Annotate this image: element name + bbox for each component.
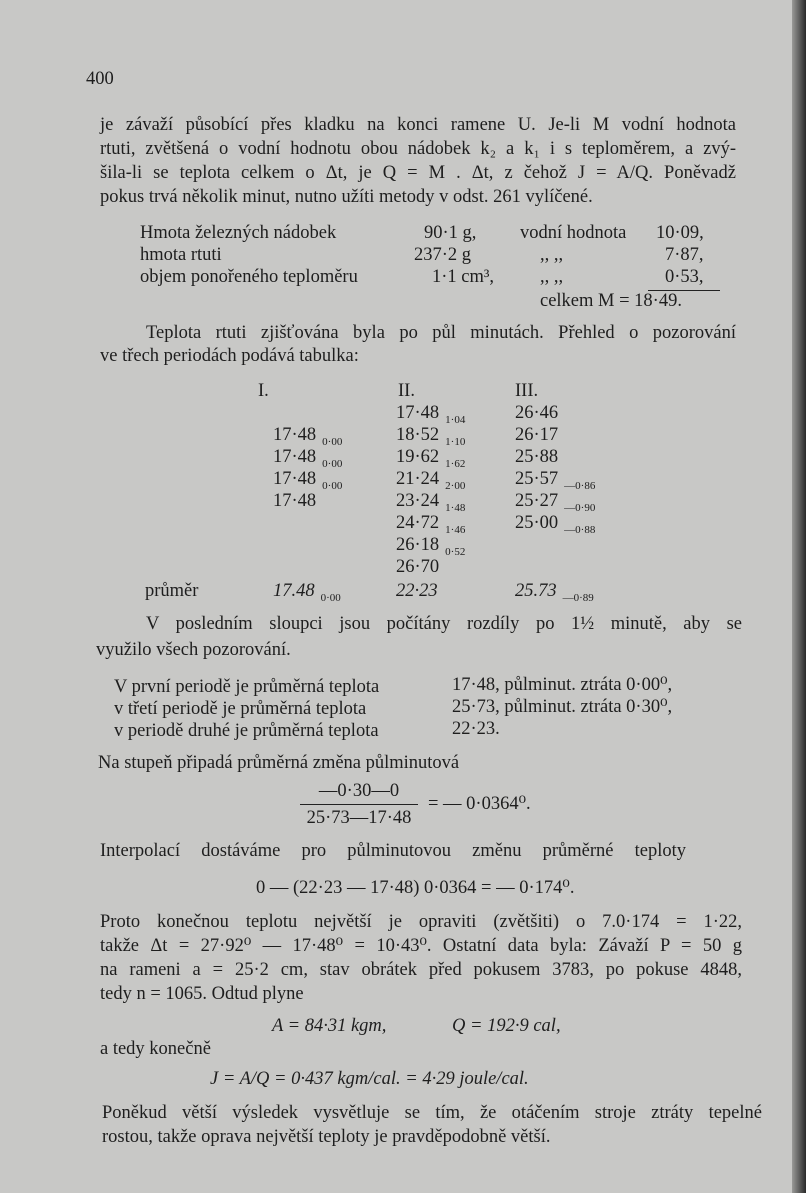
formula-result: J = A/Q = 0·437 kgm/cal. = 4·29 joule/cal.	[210, 1069, 529, 1089]
table-cell	[396, 446, 465, 470]
material-water: 0·53,	[665, 267, 704, 287]
cell-value: 25·88	[515, 447, 559, 467]
cell-value: 26·17	[515, 425, 559, 445]
cell-diff: 1·04	[445, 414, 466, 426]
cell-value: 17·48	[396, 403, 440, 423]
cell-diff: —0·89	[562, 592, 594, 604]
cell-diff: —0·88	[564, 524, 596, 536]
cell-value: 25·57	[515, 469, 559, 489]
formula-work: A = 84·31 kgm,	[272, 1016, 387, 1036]
text-line: Interpolací dostáváme pro půlminutovou změnu průměrné teploty	[100, 841, 686, 861]
cell-value: 25·00	[515, 513, 559, 533]
text-line: Na stupeň připadá průměrná změna půlminutová	[98, 753, 460, 773]
cell-diff: 2·00	[445, 480, 466, 492]
formula-heat: Q = 192·9 cal,	[452, 1016, 561, 1036]
table-cell	[396, 402, 465, 426]
period-value: 17·48, půlminut. ztráta 0·00⁰,	[452, 675, 673, 695]
material-value: 1·1 cm³,	[432, 267, 495, 287]
column-header: III.	[515, 381, 539, 401]
text-line: takže Δt = 27·92⁰ — 17·48⁰ = 10·43⁰. Ostatní data byla: Závaží P = 50 g	[100, 936, 742, 956]
cell-value: 17·48	[273, 447, 317, 467]
material-desc: ,, ,,	[540, 267, 564, 287]
material-value: 90·1 g,	[424, 223, 477, 243]
cell-diff: 0·00	[320, 592, 341, 604]
cell-value: 23·24	[396, 491, 440, 511]
text-line: V posledním sloupci jsou počítány rozdíly po 1½ minutě, aby se	[146, 614, 742, 634]
page-number: 400	[86, 69, 114, 89]
text-line: šila-li se teplota celkem o Δt, je Q = M . Δt, z čehož J = A/Q. Poněvadž	[100, 163, 736, 183]
cell-diff: 0·00	[322, 458, 343, 470]
column-header: I.	[258, 381, 269, 401]
text-line: je závaží působící přes kladku na konci ramene U. Je-li M vodní hodnota	[100, 115, 736, 135]
table-cell	[396, 490, 465, 514]
cell-value: 25·27	[515, 491, 559, 511]
materials-total: celkem M = 18·49.	[540, 291, 682, 311]
table-cell	[396, 512, 465, 536]
text-line: rtuti, zvětšená o vodní hodnotu obou nádobek k₂ a k₁ i s teploměrem, a zvý-	[100, 139, 736, 159]
fraction-bar	[300, 804, 418, 805]
text-line: Teplota rtuti zjišťována byla po půl minutách. Přehled o pozorování	[146, 323, 736, 343]
table-cell	[515, 468, 595, 492]
table-cell	[273, 446, 342, 470]
period-label: V první periodě je průměrná teplota	[114, 677, 380, 697]
mean-label: průměr	[145, 581, 199, 601]
period-label: v třetí periodě je průměrná teplota	[114, 699, 367, 719]
table-cell	[396, 468, 465, 492]
cell-value: 24·72	[396, 513, 440, 533]
material-water: 7·87,	[665, 245, 704, 265]
denominator: 25·73—17·48	[306, 808, 412, 828]
cell-diff: 1·62	[445, 458, 466, 470]
cell-diff: 0·00	[322, 480, 343, 492]
table-cell	[396, 424, 465, 448]
cell-value: 17·48	[273, 425, 317, 445]
scan-edge	[792, 0, 806, 1193]
material-desc: ,, ,,	[540, 245, 564, 265]
table-cell	[515, 402, 564, 426]
text-line: ve třech periodách podává tabulka:	[100, 346, 359, 366]
cell-value: 21·24	[396, 469, 440, 489]
cell-value: 26·70	[396, 557, 440, 577]
material-value: 237·2 g	[414, 245, 472, 265]
text-line: využilo všech pozorování.	[96, 640, 291, 660]
cell-value: 17·48	[273, 491, 317, 511]
mean-value: 25.73	[515, 581, 557, 601]
cell-value: 18·52	[396, 425, 440, 445]
mean-value: 22·23	[396, 581, 438, 601]
mean-value: 17.48	[273, 581, 315, 601]
cell-value: 17·48	[273, 469, 317, 489]
formula-interpolation: 0 — (22·23 — 17·48) 0·0364 = — 0·174⁰.	[256, 878, 575, 898]
cell-diff: 0·00	[322, 436, 343, 448]
cell-value: 26·18	[396, 535, 440, 555]
cell-diff: 0·52	[445, 546, 466, 558]
table-cell	[515, 512, 595, 536]
text-line: Poněkud větší výsledek vysvětluje se tím, že otáčením stroje ztráty tepelné	[102, 1103, 762, 1123]
material-label: hmota rtuti	[140, 245, 222, 265]
table-cell	[396, 534, 465, 558]
table-cell	[515, 490, 595, 514]
text-line: rostou, takže oprava největší teploty je pravděpodobně větší.	[102, 1127, 551, 1147]
text-line: pokus trvá několik minut, nutno užíti metody v odst. 261 vylíčené.	[100, 187, 593, 207]
table-cell	[515, 446, 564, 470]
cell-value: 19·62	[396, 447, 440, 467]
material-desc: vodní hodnota	[520, 223, 627, 243]
numerator: —0·30—0	[318, 781, 400, 801]
table-cell	[273, 424, 342, 448]
text-line: tedy n = 1065. Odtud plyne	[100, 984, 304, 1004]
period-label: v periodě druhé je průměrná teplota	[114, 721, 379, 741]
cell-diff: 1·48	[445, 502, 466, 514]
table-cell	[515, 424, 564, 448]
table-cell	[396, 580, 438, 602]
text-line: a tedy konečně	[100, 1039, 211, 1059]
material-water: 10·09,	[656, 223, 704, 243]
cell-diff: —0·90	[564, 502, 596, 514]
cell-diff: 1·10	[445, 436, 466, 448]
cell-diff: —0·86	[564, 480, 596, 492]
table-cell	[273, 490, 322, 514]
fraction-result: = — 0·0364⁰.	[428, 794, 531, 814]
cell-diff: 1·46	[445, 524, 466, 536]
table-cell	[273, 468, 342, 492]
period-value: 22·23.	[452, 719, 500, 739]
text-line: na rameni a = 25·2 cm, stav obrátek před pokusem 3783, po pokuse 4848,	[100, 960, 742, 980]
table-cell	[515, 580, 594, 604]
table-cell	[396, 556, 445, 580]
cell-value: 26·46	[515, 403, 559, 423]
table-cell	[273, 580, 341, 604]
column-header: II.	[398, 381, 415, 401]
material-label: objem ponořeného teploměru	[140, 267, 358, 287]
period-value: 25·73, půlminut. ztráta 0·30⁰,	[452, 697, 673, 717]
material-label: Hmota železných nádobek	[140, 223, 337, 243]
text-line: Proto konečnou teplotu největší je opraviti (zvětšiti) o 7.0·174 = 1·22,	[100, 912, 742, 932]
